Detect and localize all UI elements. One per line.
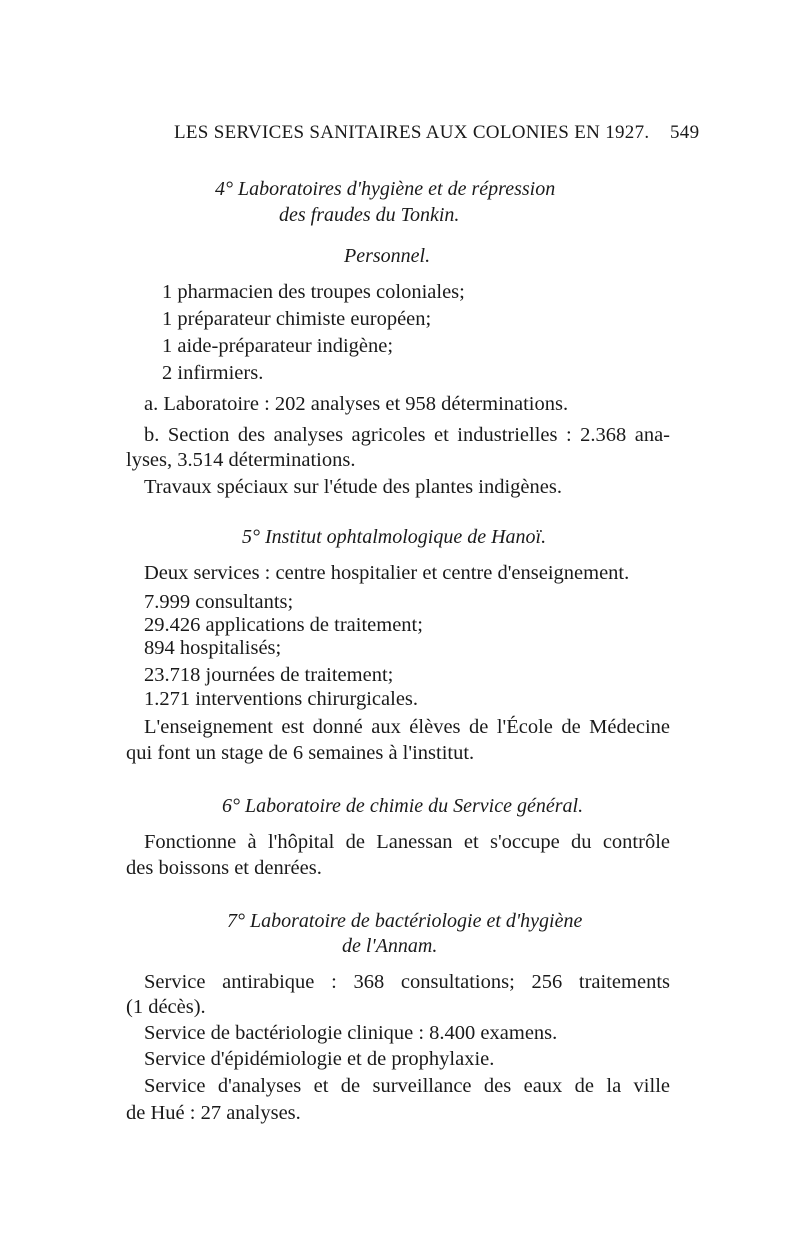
teaching-line1: L'enseignement est donné aux élèves de l'École de Médecine	[144, 716, 670, 738]
water-analysis-line1: Service d'analyses et de surveillance des eaux de la ville	[144, 1075, 670, 1097]
water-analysis-line2: de Hué : 27 analyses.	[126, 1102, 301, 1124]
section-4-subheading: Personnel.	[344, 245, 431, 267]
running-header	[174, 122, 700, 144]
page-number: 549	[670, 122, 700, 143]
section-7-heading-line1: 7° Laboratoire de bactériologie et d'hygiène	[227, 910, 583, 932]
staff-item: 1 pharmacien des troupes coloniales;	[162, 281, 465, 303]
staff-item: 1 préparateur chimiste européen;	[162, 308, 432, 330]
lab-item-b-line1: b. Section des analyses agricoles et industrielles : 2.368 ana-	[144, 424, 670, 446]
section-6-heading: 6° Laboratoire de chimie du Service général.	[222, 795, 584, 817]
section-7-heading-line2: de l'Annam.	[342, 935, 438, 957]
section-4-heading-line2: des fraudes du Tonkin.	[279, 204, 460, 226]
section-5-heading: 5° Institut ophtalmologique de Hanoï.	[242, 526, 547, 548]
stat-item: 29.426 applications de traitement;	[144, 614, 423, 636]
section-4-heading-line1: 4° Laboratoires d'hygiène et de répression	[215, 178, 556, 200]
special-works: Travaux spéciaux sur l'étude des plantes indigènes.	[144, 476, 562, 498]
section-6-text-line1: Fonctionne à l'hôpital de Lanessan et s'occupe du contrôle	[144, 831, 670, 853]
section-6-text-line2: des boissons et denrées.	[126, 857, 322, 879]
bacteriology-line: Service de bactériologie clinique : 8.400 examens.	[144, 1022, 558, 1044]
lab-item-b-line2: lyses, 3.514 déterminations.	[126, 449, 356, 471]
section-5-intro: Deux services : centre hospitalier et centre d'enseignement.	[144, 562, 630, 584]
staff-item: 1 aide-préparateur indigène;	[162, 335, 394, 357]
epidemiology-line: Service d'épidémiologie et de prophylaxie.	[144, 1048, 495, 1070]
running-title: LES SERVICES SANITAIRES AUX COLONIES EN 1927.	[174, 122, 650, 143]
stat-item: 7.999 consultants;	[144, 591, 294, 613]
antirabies-line2: (1 décès).	[126, 996, 206, 1018]
stat-item: 23.718 journées de traitement;	[144, 664, 394, 686]
antirabies-line: Service antirabique : 368 consultations; 256 traitements	[144, 971, 670, 993]
teaching-line2: qui font un stage de 6 semaines à l'institut.	[126, 742, 475, 764]
lab-item-a: a. Laboratoire : 202 analyses et 958 déterminations.	[144, 393, 569, 415]
stat-item: 894 hospitalisés;	[144, 637, 282, 659]
staff-item: 2 infirmiers.	[162, 362, 264, 384]
stat-item: 1.271 interventions chirurgicales.	[144, 688, 419, 710]
